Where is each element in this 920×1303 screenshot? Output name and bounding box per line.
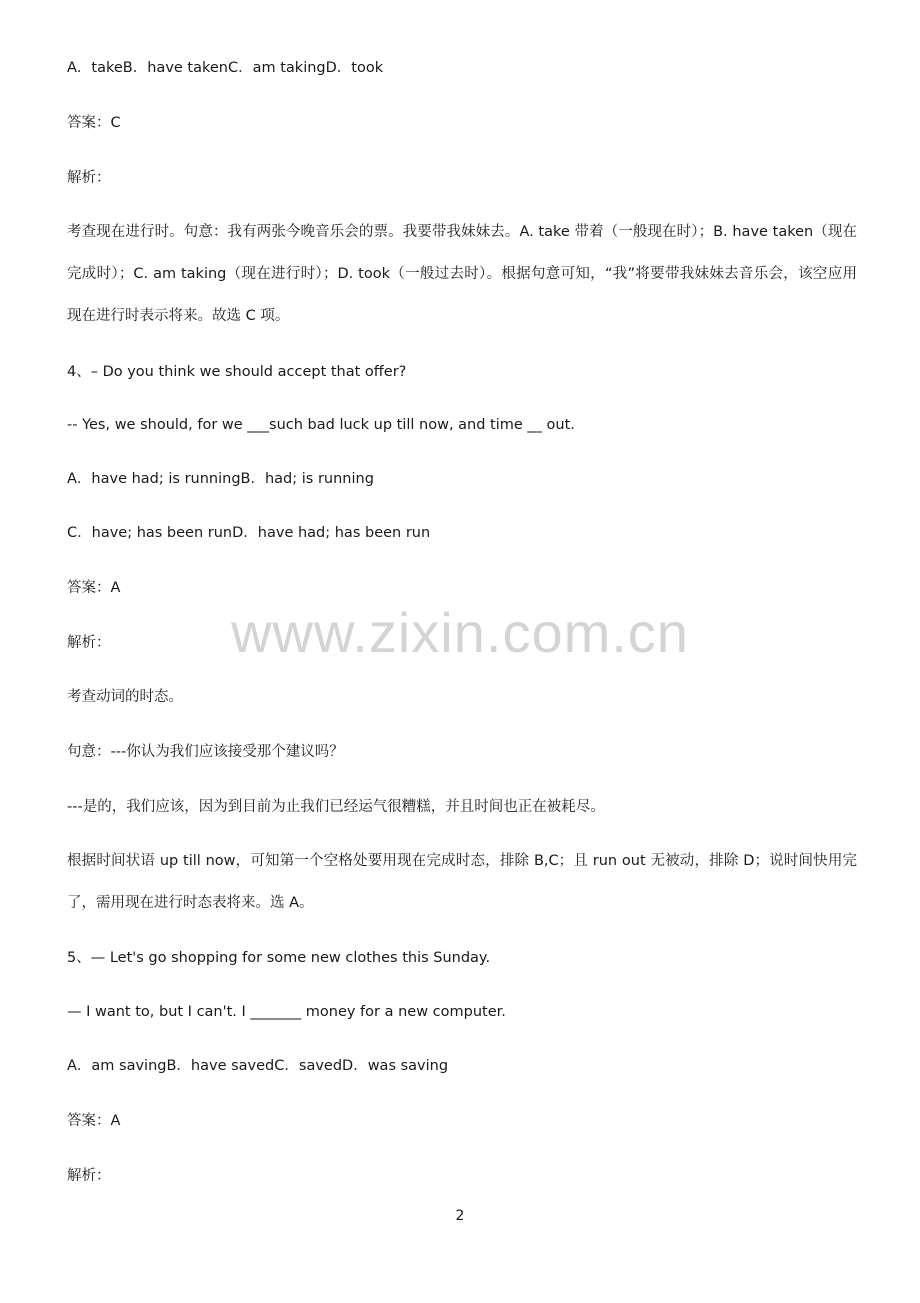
- question-4-analysis-label: 解析：: [67, 635, 111, 651]
- question-4-prompt: 4、– Do you think we should accept that offer?: [67, 364, 407, 380]
- question-4-options-ab: A．have had; is runningB．had; is running: [67, 471, 374, 487]
- page-number: 2: [455, 1208, 465, 1224]
- question-4-translation-a: ---是的，我们应该，因为到目前为止我们已经运气很糟糕，并且时间也正在被耗尽。: [67, 799, 605, 815]
- question-5-options: A．am savingB．have savedC．savedD．was saving: [67, 1058, 449, 1074]
- question-4-translation-q: 句意：---你认为我们应该接受那个建议吗？: [67, 744, 344, 760]
- question-5-response: — I want to, but I can't. I _______ money for a new computer.: [67, 1004, 506, 1020]
- question-3-answer: 答案：C: [67, 115, 121, 131]
- question-5-analysis-label: 解析：: [67, 1168, 111, 1184]
- question-3-options: A．takeB．have takenC．am takingD．took: [67, 60, 384, 76]
- watermark: www.zixin.com.cn: [231, 601, 689, 664]
- question-4-options-cd: C．have; has been runD．have had; has been run: [67, 525, 431, 541]
- question-3-analysis-text: 考查现在进行时。句意：我有两张今晚音乐会的票。我要带我妹妹去。A. take 带着（一般现在时）；B. have taken（现在完成时）；C. am taking（现在进行时）；D. took（一般过去时）。根据句意可知，“我”将要带我妹妹去音乐会，该空应用现在进行时表示将来。故选 C 项。: [67, 224, 857, 324]
- question-4-analysis-text: 根据时间状语 up till now，可知第一个空格处要用现在完成时态，排除 B,C；且 run out 无被动，排除 D；说时间快用完了，需用现在进行时态表将来。选 A。: [67, 853, 857, 911]
- question-4-analysis-topic: 考查动词的时态。: [67, 689, 183, 705]
- question-5-answer: 答案：A: [67, 1113, 121, 1129]
- question-4-response: -- Yes, we should, for we ___such bad luck up till now, and time __ out.: [67, 417, 575, 433]
- question-5-prompt: 5、— Let's go shopping for some new clothes this Sunday.: [67, 950, 491, 966]
- question-4-answer: 答案：A: [67, 580, 121, 596]
- question-3-analysis-label: 解析：: [67, 170, 111, 186]
